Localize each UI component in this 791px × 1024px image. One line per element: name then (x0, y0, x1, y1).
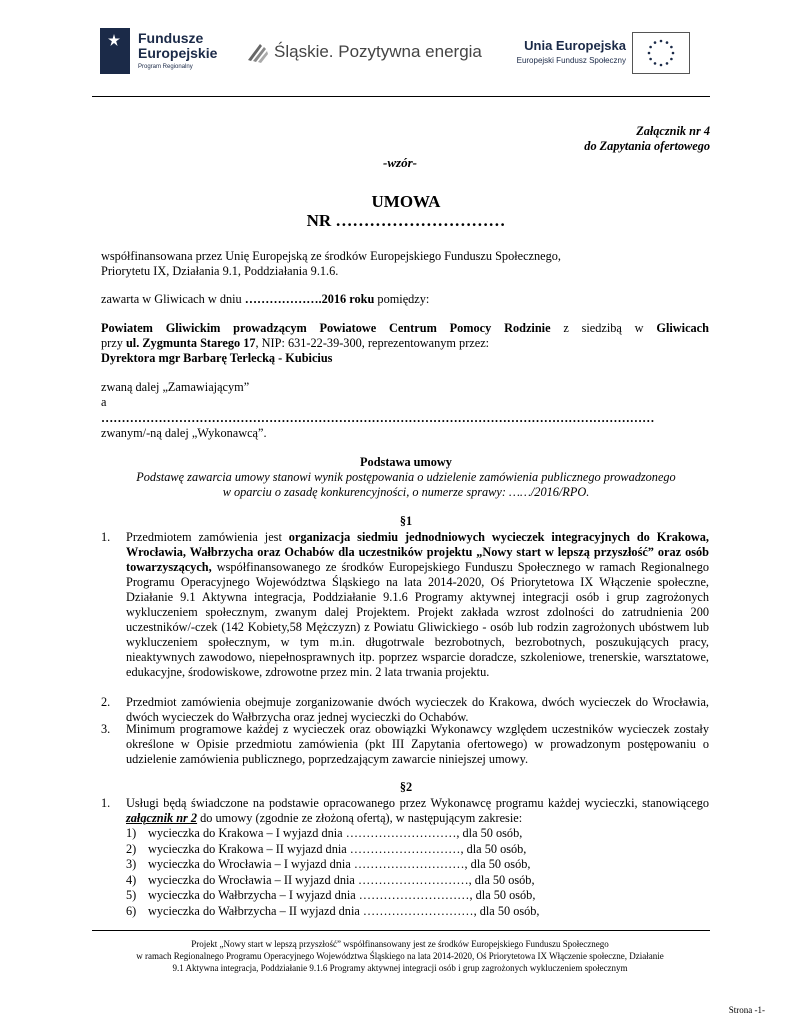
party1-addr-post: , NIP: 631-22-39-300, reprezentowanym przez: (255, 336, 490, 350)
fe-star-icon (100, 28, 130, 74)
header-divider (92, 96, 710, 97)
s2-p1-num: 1. (101, 796, 111, 810)
footer-divider (92, 930, 710, 931)
party1-addr-pre: przy (101, 336, 126, 350)
party1-seat-pre: z siedzibą w (550, 321, 657, 335)
fe-logo-line1: Fundusze (138, 30, 204, 46)
unia-europejska-logo (516, 32, 690, 76)
party1-addr: ul. Zygmunta Starego 17 (125, 336, 256, 350)
s1-p3-num: 3. (101, 722, 111, 736)
fe-logo-line2: Europejskie (138, 45, 218, 61)
zwanym-line: zwanym/-ną dalej „Wykonawcą”. (101, 426, 267, 440)
s1-p3: Minimum programowe każdej z wycieczek oraz obowiązki Wykonawcy względem uczestników wycieczek zostały określone w Opisie przedmiotu zamówienia (pkt III Zapytania ofertowego) w prowadzonym postępowaniu o udzielenie zamówienia publicznego, poprzedzającym zawarcie niniejszej umowy. (126, 722, 709, 766)
contract-number: NR ………………………… (306, 211, 506, 230)
s1-heading: §1 (399, 514, 413, 528)
ue-logo-line1: Unia Europejska (524, 38, 626, 53)
ue-logo-line2: Europejski Fundusz Społeczny (516, 56, 626, 65)
s1-p1-rest: współfinansowanego ze środków Europejskiego Funduszu Społecznego w ramach Regionalnego Programu Operacyjnego Województwa Śląskiego na lata 2014-2020, Oś Priorytetowa IX Włączenie społeczne, Działanie 9.1 Aktywna integracja, Poddziałanie 9.1.6 Programy aktywnej integracji osób i grup zagrożonych wykluczeniem społecznym, zwanym dalej Projektem. Projekt zakłada wzrost zdolności do zatrudnienia 200 uczestników/-czek (142 Kobiety,58 Mężczyzn) z Powiatu Gliwickiego - osób lub rodzin zagrożonych ubóstwem lub wykluczeniem społecznym, w tym m.in. długotrwale bezrobotnych, bezrobotnych, poszukujących pracy, nieaktywnych zawodowo, niepełnosprawnych itp. poprzez wsparcie doradcze, szkoleniowe, trenerskie, warsztatowe, edukacyjne, środowiskowe, zdrowotne przez min. 2 lata trwania projektu. (126, 560, 709, 679)
slaskie-swoosh-icon (246, 40, 268, 64)
list-item: 3) wycieczka do Wrocławia – I wyjazd dnia ………………………, dla 50 osób, (126, 857, 531, 871)
s2-p1-pre: Usługi będą świadczone na podstawie opracowanego przez Wykonawcę programu każdej wycieczki, stanowiącego (126, 796, 709, 810)
s2-p1-post: do umowy (zgodnie ze złożoną ofertą), w następującym zakresie: (197, 811, 523, 825)
party1-rep: Dyrektora mgr Barbarę Terlecką - Kubicius (101, 351, 333, 365)
list-item: 2) wycieczka do Krakowa – II wyjazd dnia ………………………, dla 50 osób, (126, 841, 527, 856)
party1-line2 (101, 336, 489, 351)
footer-line3: 9.1 Aktywna integracja, Poddziałanie 9.1.6 Programy aktywnej integracji osób i grup zagrożonych wykluczeniem społecznym (172, 963, 628, 973)
s1-p2-num: 2. (101, 695, 111, 709)
s1-p1-bold: organizacja siedmiu jednodniowych wycieczek integracyjnych do Krakowa, Wrocławia, Wałbrzycha oraz Ochabów dla uczestników projektu „Nowy start w lepszą przyszłość” oraz osób towarzyszących, (126, 530, 709, 574)
slaskie-logo-text: Śląskie. Pozytywna energia (274, 42, 482, 61)
party1-line1 (101, 321, 709, 336)
list-item: 6) wycieczka do Wałbrzycha – II wyjazd dnia ………………………, dla 50 osób, (126, 903, 540, 918)
cofin-line2: Priorytetu IX, Działania 9.1, Poddziałania 9.1.6. (101, 264, 339, 278)
concluded-pre: zawarta w Gliwicach w dniu (101, 292, 245, 306)
list-item: 4) wycieczka do Wrocławia – II wyjazd dnia ………………………, dla 50 osób, (126, 872, 535, 887)
fe-logo-line3: Program Regionalny (138, 64, 193, 70)
concluded-date: ……………….2016 roku (244, 292, 375, 306)
s1-p2: Przedmiot zamówienia obejmuje zorganizowanie dwóch wycieczek do Krakowa, dwóch wycieczek do Wrocławia, dwóch wycieczek do Wałbrzycha oraz jednej wycieczki do Ochabów. (126, 695, 709, 724)
s2-list (126, 826, 540, 919)
footer-line2: w ramach Regionalnego Programu Operacyjnego Województwa Śląskiego na lata 2014-2020, Oś Priorytetowa IX Włączenie społeczne, Działanie (136, 951, 664, 961)
basis-line1: Podstawę zawarcia umowy stanowi wynik postępowania o udzielenie zamówienia publicznego prowadzonego (136, 470, 676, 484)
list-item: 5) wycieczka do Wałbrzycha – I wyjazd dnia ………………………, dla 50 osób, (126, 888, 536, 902)
a-line: a (101, 395, 107, 409)
concluded-line (101, 292, 429, 307)
annex-line1: Załącznik nr 4 (636, 124, 710, 138)
page-number: Strona -1- (728, 1005, 765, 1015)
party1-name: Powiatem Gliwickim prowadzącym Powiatowe Centrum Pomocy Rodzinie (101, 321, 551, 335)
party2-dots: ……………………………………………………………………………………………………………………… (101, 411, 655, 425)
contract-title: UMOWA (371, 192, 441, 211)
fundusze-europejskie-logo (100, 26, 220, 78)
s2-p1-ref: załącznik nr 2 (126, 811, 198, 825)
annex-line2: do Zapytania ofertowego (584, 139, 710, 153)
list-item: 1) wycieczka do Krakowa – I wyjazd dnia ………………………, dla 50 osób, (126, 826, 523, 840)
s1-p1-pre: Przedmiotem zamówienia jest (126, 530, 289, 544)
basis-line2: w oparciu o zasadę konkurencyjności, o numerze sprawy: ……/2016/RPO. (222, 485, 590, 499)
party1-seat-city: Gliwicach (656, 321, 709, 335)
s1-p1 (126, 530, 709, 680)
s2-heading: §2 (399, 780, 413, 794)
footer-line1: Projekt „Nowy start w lepszą przyszłość” współfinansowany jest ze środków Europejskiego Funduszu Społecznego (191, 939, 609, 949)
wzor-label: -wzór- (383, 155, 417, 170)
s1-p1-num: 1. (101, 530, 111, 544)
cofin-line1: współfinansowana przez Unię Europejską ze środków Europejskiego Funduszu Społecznego, (101, 249, 561, 263)
zwana-line: zwaną dalej „Zamawiającym” (101, 380, 250, 394)
basis-heading: Podstawa umowy (360, 455, 452, 469)
s2-p1 (126, 796, 709, 826)
concluded-post: pomiędzy: (374, 292, 430, 306)
eu-flag-icon (632, 32, 690, 74)
